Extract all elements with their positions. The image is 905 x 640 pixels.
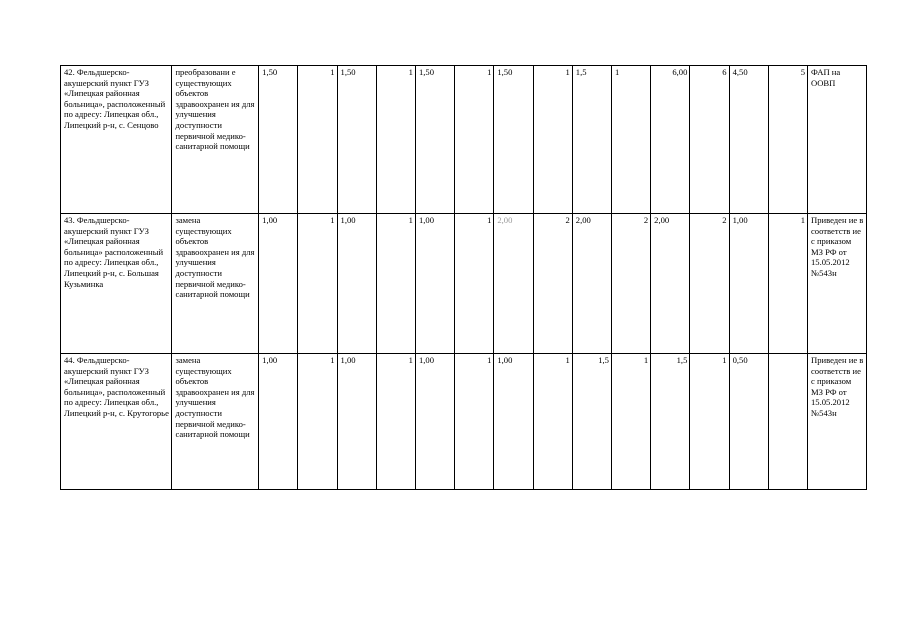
value-cell: 1,00 [494,354,533,490]
count-cell: 5 [768,66,807,214]
action-cell: замена существующих объектов здравоохранен ия для улучшения доступности первичной медико-санитарной помощи [172,354,259,490]
value-cell: 0,50 [729,354,768,490]
count-cell: 1 [690,354,729,490]
count-cell: 1 [611,66,650,214]
value-cell: 1,00 [337,214,376,354]
count-cell: 1 [611,354,650,490]
value-cell: 1,00 [337,354,376,490]
facilities-table [60,65,867,490]
count-cell: 1 [768,214,807,354]
count-cell: 1 [455,66,494,214]
value-cell: 6,00 [651,66,690,214]
note-cell: Приведен ие в соответств ие с приказом МЗ РФ от 15.05.2012 №543н [807,214,866,354]
action-cell: замена существующих объектов здравоохранен ия для улучшения доступности первичной медико-санитарной помощи [172,214,259,354]
value-cell: 1,00 [415,354,454,490]
facility-name-cell: 43. Фельдшерско-акушерский пункт ГУЗ «Липецкая районная больница» расположенный по адресу: Липецкая обл., Липецкий р-н, с. Большая Кузьминка [61,214,172,354]
value-cell: 2,00 [651,214,690,354]
count-cell: 1 [376,66,415,214]
value-cell: 1,50 [337,66,376,214]
facility-name-cell: 42. Фельдшерско-акушерский пункт ГУЗ «Липецкая районная больница», расположенный по адресу: Липецкая обл., Липецкий р-н, с. Сенцово [61,66,172,214]
count-cell: 1 [533,66,572,214]
count-cell: 1 [298,354,337,490]
count-cell: 1 [298,66,337,214]
value-cell: 1,50 [259,66,298,214]
value-cell: 1,5 [651,354,690,490]
value-cell: 2,00 [572,214,611,354]
count-cell: 2 [611,214,650,354]
table-row [61,66,867,214]
value-cell: 1,00 [259,354,298,490]
value-cell: 2,00 [494,214,533,354]
value-cell: 1,5 [572,66,611,214]
value-cell: 1,00 [729,214,768,354]
count-cell: 1 [455,214,494,354]
value-cell: 1,00 [415,214,454,354]
action-cell: преобразовани е существующих объектов здравоохранен ия для улучшения доступности первичной медико-санитарной помощи [172,66,259,214]
count-cell [768,354,807,490]
count-cell: 6 [690,66,729,214]
value-cell: 1,5 [572,354,611,490]
table-row [61,214,867,354]
value-cell: 1,00 [259,214,298,354]
count-cell: 1 [533,354,572,490]
facility-name-cell: 44. Фельдшерско-акушерский пункт ГУЗ «Липецкая районная больница», расположенный по адресу: Липецкая обл., Липецкий р-н, с. Крутогорье [61,354,172,490]
note-cell: ФАП на ООВП [807,66,866,214]
count-cell: 1 [376,214,415,354]
table-row [61,354,867,490]
count-cell: 2 [533,214,572,354]
value-cell: 1,50 [494,66,533,214]
count-cell: 2 [690,214,729,354]
count-cell: 1 [455,354,494,490]
count-cell: 1 [376,354,415,490]
count-cell: 1 [298,214,337,354]
value-cell: 4,50 [729,66,768,214]
note-cell: Приведен ие в соответств ие с приказом МЗ РФ от 15.05.2012 №543н [807,354,866,490]
value-cell: 1,50 [415,66,454,214]
